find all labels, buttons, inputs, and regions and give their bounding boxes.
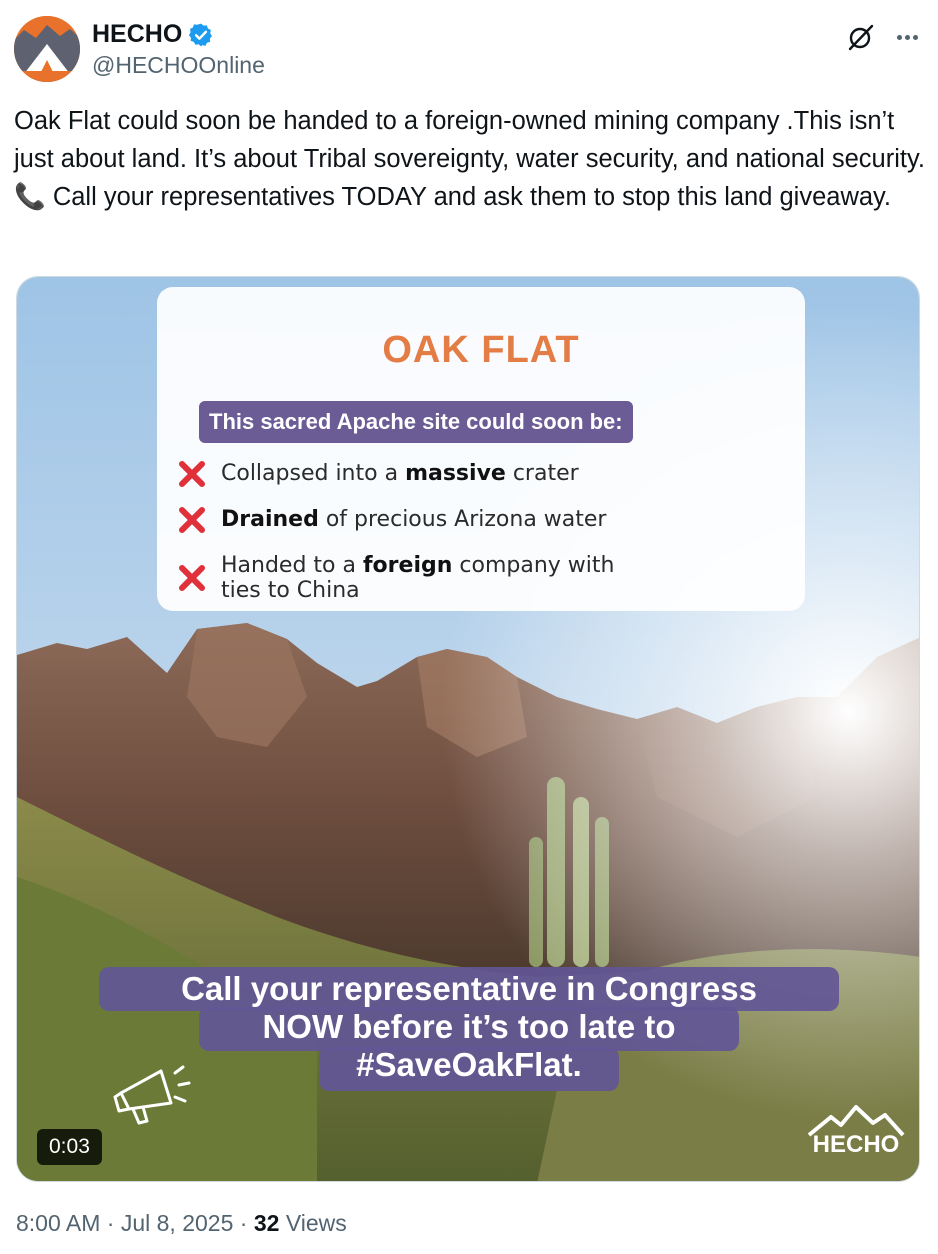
item-bold: massive xyxy=(405,461,506,486)
tweet-header xyxy=(14,14,924,84)
verified-badge-icon xyxy=(188,22,214,48)
tweet-date[interactable]: Jul 8, 2025 xyxy=(120,1210,234,1236)
item-text: of precious Arizona water xyxy=(318,507,607,532)
info-card xyxy=(157,287,805,611)
item-text: Handed to a xyxy=(221,553,363,578)
views-count: 32 xyxy=(253,1210,280,1236)
item-bold: Drained xyxy=(221,507,319,532)
mountain-tent-logo-icon xyxy=(14,16,80,82)
hecho-logo xyxy=(801,1103,911,1173)
list-item xyxy=(175,457,579,491)
item-text: crater xyxy=(505,461,579,486)
item-text: ties to China xyxy=(221,578,360,603)
cross-icon xyxy=(175,457,209,491)
tweet-time[interactable]: 8:00 AM xyxy=(16,1210,101,1236)
separator: · xyxy=(239,1210,248,1236)
author-name[interactable]: HECHO xyxy=(92,20,183,48)
video-duration: 0:03 xyxy=(37,1129,102,1165)
views-label: Views xyxy=(285,1210,347,1236)
item-bold: foreign xyxy=(362,553,453,578)
item-text: Collapsed into a xyxy=(221,461,406,486)
call-to-action-banner xyxy=(99,967,839,1093)
logo-text: HECHO xyxy=(812,1131,900,1158)
grok-icon[interactable] xyxy=(846,22,876,52)
tweet-meta xyxy=(16,1210,347,1237)
tweet-text: Oak Flat could soon be handed to a foreign-owned mining company .This isn’t just about land. It’s about Tribal sovereignty, water security, and national security. 📞 Call your representatives TODAY and ask them to stop this land giveaway. xyxy=(14,107,925,211)
list-item xyxy=(175,503,606,537)
cta-line: NOW before it’s too late to xyxy=(262,1008,676,1045)
list-item xyxy=(175,553,614,603)
author-handle[interactable]: @HECHOOnline xyxy=(92,52,265,78)
card-subtitle: This sacred Apache site could soon be: xyxy=(199,401,633,443)
cta-hashtag: #SaveOakFlat. xyxy=(356,1046,582,1083)
more-icon[interactable] xyxy=(892,22,922,52)
card-title: OAK FLAT xyxy=(382,329,580,371)
separator: · xyxy=(106,1210,115,1236)
video-player[interactable] xyxy=(16,276,920,1182)
cta-line: Call your representative in Congress xyxy=(181,970,757,1007)
avatar[interactable] xyxy=(14,16,80,82)
item-text: company with xyxy=(452,553,615,578)
megaphone-icon xyxy=(109,1049,199,1129)
cross-icon xyxy=(175,503,209,537)
cross-icon xyxy=(175,561,209,595)
